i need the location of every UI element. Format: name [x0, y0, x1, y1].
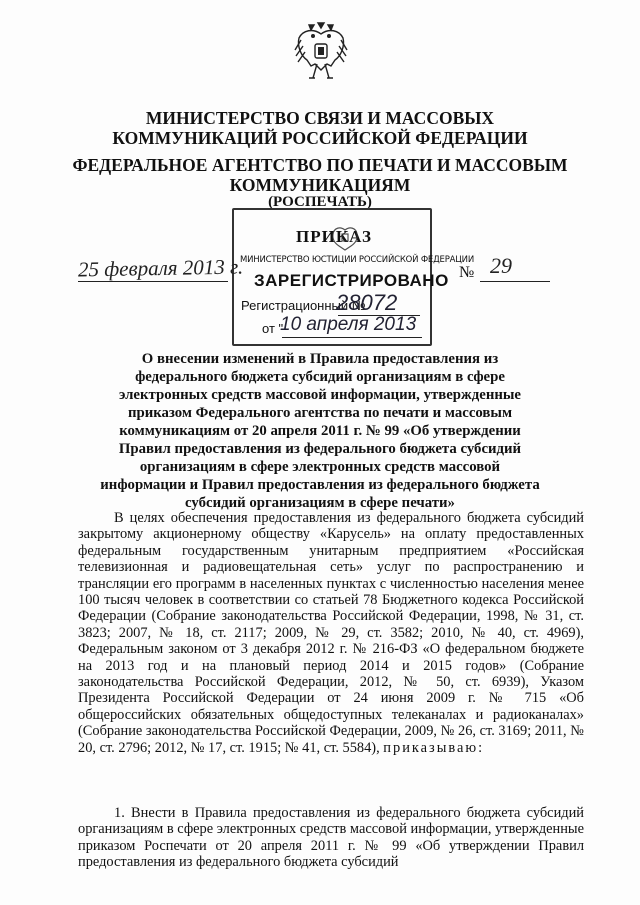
agency-heading-line1: ФЕДЕРАЛЬНОЕ АГЕНТСТВО ПО ПЕЧАТИ И МАССОВЫМ	[72, 155, 568, 175]
stamp-registration-number: 28072	[336, 290, 398, 315]
order-date: 25 февраля 2013 г.	[77, 254, 244, 282]
agency-short-name: (РОСПЕЧАТЬ)	[268, 194, 372, 210]
preamble-paragraph	[78, 510, 584, 756]
stamp-registration-date: 10 апреля 2013	[280, 314, 417, 335]
order-number-underline	[480, 281, 550, 282]
russian-coat-of-arms-icon	[293, 20, 349, 82]
order-verb: приказываю:	[383, 739, 485, 756]
order-number: 29	[490, 253, 512, 278]
stamp-date-underline	[282, 337, 422, 338]
preamble-text: В целях обеспечения предоставления из федерального бюджета субсидий закрытому акционерному обществу «Карусель» на оплату предоставленных федеральным государственным унитарным предприятием «Российская телевизионная и радиовещательная сеть» услуг по распространению и трансляции его программ в населенных пунктах с численностью населения менее 100 тысяч человек в соответствии со статьей 78 Бюджетного кодекса Российской Федерации (Собрание законодательства Российской Федерации, 1998, № 31, ст. 3823; 2007, № 18, ст. 2117; 2009, № 29, ст. 3582; 2010, № 40, ст. 4969), Федеральным законом от 3 декабря 2012 г. № 216-ФЗ «О федеральном бюджете на 2013 год и на плановый период 2014 и 2015 годов» (Собрание законодательства Российской Федерации, 2012, № 50, ст. 6939), Указом Президента Российской Федерации от 24 июня 2009 г. № 715 «Об общероссийских обязательных общедоступных телеканалах и радиоканалах» (Собрание законодательства Российской Федерации, 2009, № 26, ст. 3169; 2011, № 20, ст. 2796; 2012, № 17, ст. 1915; № 41, ст. 5584),	[78, 510, 584, 756]
stamp-registered: ЗАРЕГИСТРИРОВАНО	[254, 271, 449, 290]
item-1-paragraph: 1. Внести в Правила предоставления из федерального бюджета субсидий организациям в сфере электронных средств массовой информации, утвержденные приказом Роспечати от 20 апреля 2011 г. № 99 «Об утверждении Правил предоставления из федерального бюджета субсидий	[78, 805, 584, 871]
stamp-from-label: от "	[262, 321, 284, 336]
order-heading: ПРИКАЗ	[296, 227, 372, 246]
double-headed-eagle-icon	[330, 224, 360, 252]
ministry-heading: МИНИСТЕРСТВО СВЯЗИ И МАССОВЫХ КОММУНИКАЦИЙ РОССИЙСКОЙ ФЕДЕРАЦИИ	[112, 108, 528, 148]
document-title: О внесении изменений в Правила предоставления из федерального бюджета субсидий организациям в сфере электронных средств массовой информации, утвержденные приказом Федерального агентства по печати и массовым коммуникациям от 20 апреля 2011 г. № 99 «Об утверждении Правил предоставления из федерального бюджета субсидий организациям в сфере электронных средств массовой информации и Правил предоставления из федерального бюджета субсидий организациям в сфере печати»	[100, 351, 540, 511]
order-number-label: №	[459, 264, 475, 281]
agency-heading-line2: КОММУНИКАЦИЯМ	[229, 175, 411, 195]
order-date-underline	[78, 281, 228, 282]
stamp-registration-label: Регистрационный №	[241, 298, 366, 313]
stamp-ministry-name: МИНИСТЕРСТВО ЮСТИЦИИ РОССИЙСКОЙ ФЕДЕРАЦИИ	[240, 255, 474, 265]
